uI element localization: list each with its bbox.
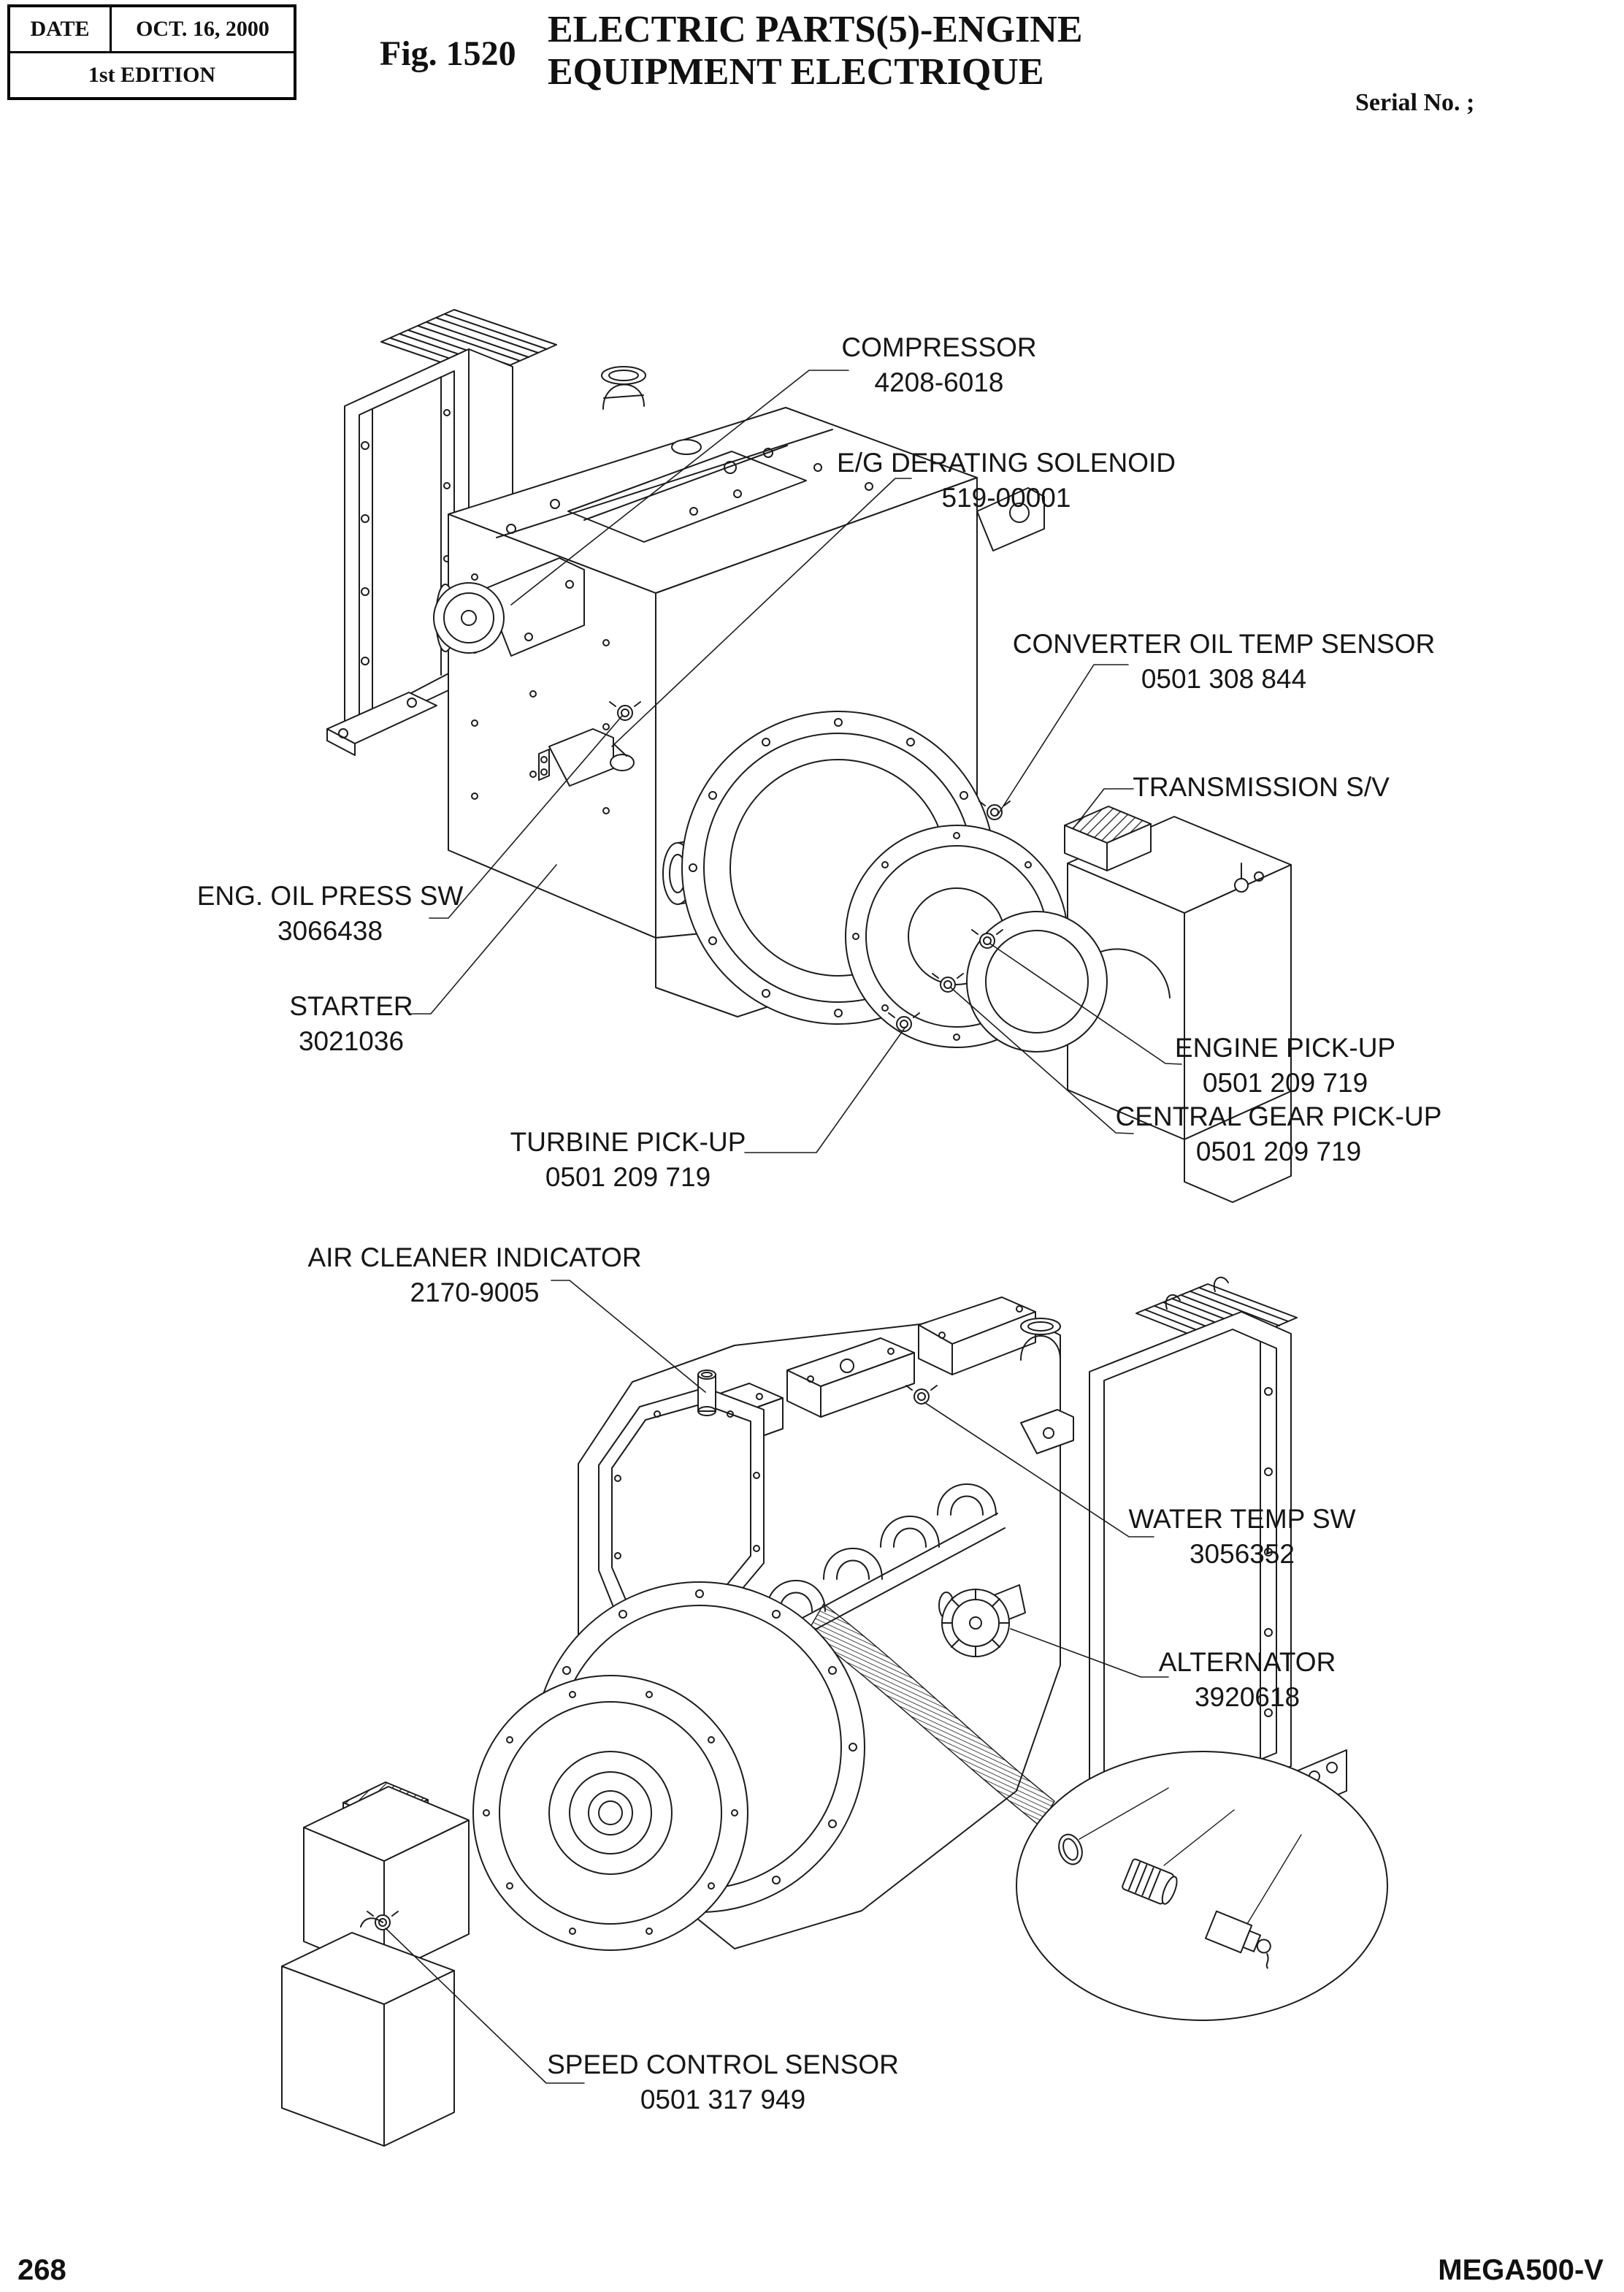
model-code: MEGA500-V bbox=[1438, 2254, 1604, 2286]
part-name: STARTER bbox=[289, 991, 413, 1021]
upper-engine-diagram bbox=[327, 310, 1291, 1202]
part-name: SPEED CONTROL SENSOR bbox=[547, 2050, 899, 2079]
callout-air-cleaner-indicator bbox=[307, 1240, 641, 1310]
part-number: 3021036 bbox=[298, 1026, 405, 1056]
callout-alternator bbox=[1159, 1645, 1336, 1715]
callout-transmission-sv bbox=[1133, 770, 1390, 805]
callout-water-temp-sw bbox=[1128, 1502, 1355, 1572]
part-name: WATER TEMP SW bbox=[1128, 1504, 1356, 1534]
part-name: CENTRAL GEAR PICK-UP bbox=[1115, 1101, 1442, 1131]
part-number: 0501 308 844 bbox=[1141, 664, 1307, 694]
edition-label: 1st EDITION bbox=[88, 63, 216, 87]
detail-inset bbox=[1016, 1752, 1387, 2020]
part-number: 4208-6018 bbox=[874, 367, 1004, 397]
page-title bbox=[548, 9, 1083, 93]
part-name: E/G DERATING SOLENOID bbox=[837, 448, 1176, 478]
part-name: TURBINE PICK-UP bbox=[510, 1127, 746, 1157]
part-name: ALTERNATOR bbox=[1158, 1647, 1336, 1677]
callout-engine-pickup bbox=[1175, 1031, 1395, 1101]
part-name: TRANSMISSION S/V bbox=[1133, 772, 1390, 802]
part-number: 0501 209 719 bbox=[1195, 1137, 1362, 1166]
callout-turbine-pickup bbox=[510, 1125, 746, 1195]
date-value: OCT. 16, 2000 bbox=[136, 17, 269, 41]
part-number: 0501 209 719 bbox=[1202, 1068, 1368, 1098]
callout-derating-solenoid bbox=[837, 446, 1176, 516]
serial-number-label: Serial No. ; bbox=[1355, 89, 1475, 116]
callout-starter bbox=[289, 989, 413, 1059]
part-number: 0501 209 719 bbox=[545, 1162, 711, 1192]
part-name: AIR CLEANER INDICATOR bbox=[307, 1242, 642, 1272]
converter-bell bbox=[967, 912, 1107, 1052]
transmission-lower bbox=[282, 1782, 469, 2146]
part-number: 0501 317 949 bbox=[640, 2085, 806, 2115]
page-number: 268 bbox=[18, 2254, 66, 2286]
part-number: 3056352 bbox=[1189, 1539, 1295, 1569]
converter-front-lower bbox=[473, 1676, 748, 1950]
part-number: 3920618 bbox=[1194, 1682, 1301, 1712]
date-label: DATE bbox=[10, 7, 112, 51]
callout-central-gear-pickup bbox=[1116, 1099, 1442, 1169]
part-name: CONVERTER OIL TEMP SENSOR bbox=[1012, 629, 1436, 659]
part-number: 519-00001 bbox=[941, 483, 1071, 513]
callout-eng-oil-press-sw bbox=[197, 879, 464, 949]
callout-speed-control-sensor bbox=[547, 2047, 899, 2117]
part-number: 2170-9005 bbox=[410, 1277, 540, 1307]
part-name: ENG. OIL PRESS SW bbox=[196, 881, 464, 911]
part-number: 3066438 bbox=[277, 916, 383, 946]
callout-compressor bbox=[841, 330, 1036, 400]
revision-table bbox=[7, 4, 296, 100]
page-title-fr: EQUIPMENT ELECTRIQUE bbox=[548, 51, 1044, 93]
callout-converter-oil-temp-sensor bbox=[1013, 627, 1435, 697]
part-name: ENGINE PICK-UP bbox=[1174, 1033, 1396, 1063]
page-title-en: ELECTRIC PARTS(5)-ENGINE bbox=[548, 9, 1083, 50]
figure-number: Fig. 1520 bbox=[380, 34, 516, 73]
part-name: COMPRESSOR bbox=[841, 332, 1037, 362]
air-cleaner-indicator-part bbox=[698, 1370, 716, 1416]
